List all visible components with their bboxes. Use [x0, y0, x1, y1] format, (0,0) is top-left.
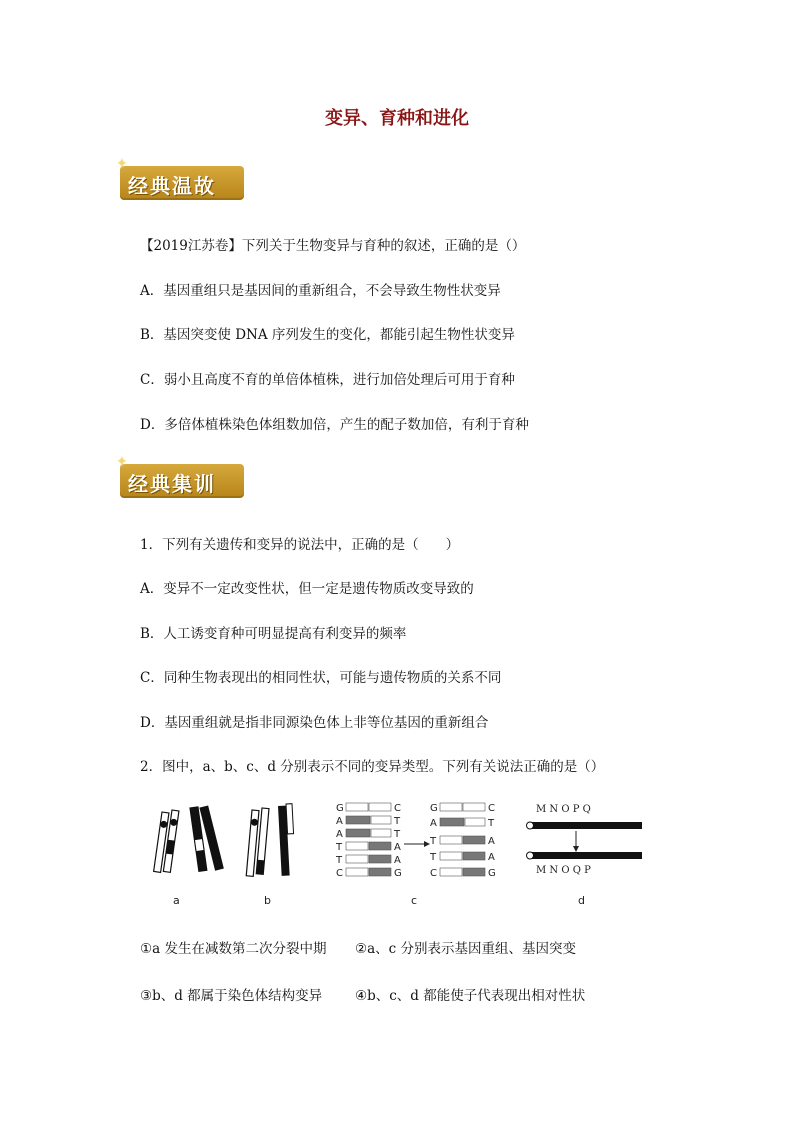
q2-statement-4: ④b、c、d 都能使子代表现出相对性状	[355, 988, 586, 1004]
diagram-d	[527, 804, 643, 876]
svg-text:A: A	[394, 842, 401, 853]
svg-text:G: G	[394, 868, 402, 879]
svg-text:G: G	[336, 803, 344, 814]
d-bottom-label: M N O Q P	[536, 865, 591, 876]
q2-statement-1: ①a 发生在减数第二次分裂中期	[140, 941, 327, 957]
banner-label: 经典温故	[128, 174, 216, 198]
q2-stem: 2．图中，a、b、c、d 分别表示不同的变异类型。下列有关说法正确的是（）	[140, 759, 605, 775]
diagram-b	[246, 804, 293, 877]
review-option-b: B．基因突变使 DNA 序列发生的变化，都能引起生物性状变异	[140, 327, 515, 343]
q1-option-a: A．变异不一定改变性状，但一定是遗传物质改变导致的	[140, 581, 474, 597]
svg-text:G: G	[430, 803, 438, 814]
svg-text:T: T	[430, 836, 437, 847]
label-a: a	[173, 894, 180, 907]
svg-text:G: G	[488, 868, 496, 879]
label-d: d	[578, 894, 585, 907]
svg-text:C: C	[336, 868, 343, 879]
section-banner-training	[116, 454, 246, 502]
review-option-a: A．基因重组只是基因间的重新组合，不会导致生物性状变异	[140, 283, 501, 299]
svg-text:C: C	[488, 803, 495, 814]
banner-label: 经典集训	[128, 472, 216, 496]
diagram-a	[154, 806, 224, 872]
svg-text:T: T	[336, 855, 343, 866]
svg-text:T: T	[394, 816, 401, 827]
label-b: b	[264, 894, 271, 907]
svg-text:C: C	[394, 803, 401, 814]
svg-text:A: A	[336, 816, 343, 827]
label-c: c	[411, 894, 418, 907]
d-top-label: M N O P Q	[536, 804, 591, 815]
q2-statement-3: ③b、d 都属于染色体结构变异	[140, 988, 323, 1004]
svg-text:C: C	[430, 868, 437, 879]
review-option-d: D．多倍体植株染色体组数加倍，产生的配子数加倍，有利于育种	[140, 417, 529, 433]
q1-stem: 1．下列有关遗传和变异的说法中，正确的是（ ）	[140, 537, 460, 553]
review-question-stem: 【2019江苏卷】下列关于生物变异与育种的叙述，正确的是（）	[140, 238, 526, 254]
q1-option-c: C．同种生物表现出的相同性状，可能与遗传物质的关系不同	[140, 670, 502, 686]
svg-text:T: T	[394, 829, 401, 840]
q2-statement-2: ②a、c 分别表示基因重组、基因突变	[355, 941, 577, 957]
svg-text:A: A	[430, 818, 437, 829]
q1-option-d: D．基因重组就是指非同源染色体上非等位基因的重新组合	[140, 715, 489, 731]
review-option-c: C．弱小且高度不育的单倍体植株，进行加倍处理后可用于育种	[140, 372, 515, 388]
star-icon: ✦	[116, 454, 128, 470]
section-banner-review	[116, 156, 246, 204]
svg-text:A: A	[488, 836, 495, 847]
diagram-c	[335, 803, 496, 879]
page-title: 变异、育种和进化	[325, 108, 469, 129]
svg-text:A: A	[488, 852, 495, 863]
svg-text:A: A	[336, 829, 343, 840]
q1-option-b: B．人工诱变育种可明显提高有利变异的频率	[140, 626, 407, 642]
variation-diagram	[140, 800, 660, 910]
svg-text:T: T	[430, 852, 437, 863]
svg-text:T: T	[336, 842, 343, 853]
star-icon: ✦	[116, 156, 128, 172]
svg-text:A: A	[394, 855, 401, 866]
svg-text:T: T	[488, 818, 495, 829]
